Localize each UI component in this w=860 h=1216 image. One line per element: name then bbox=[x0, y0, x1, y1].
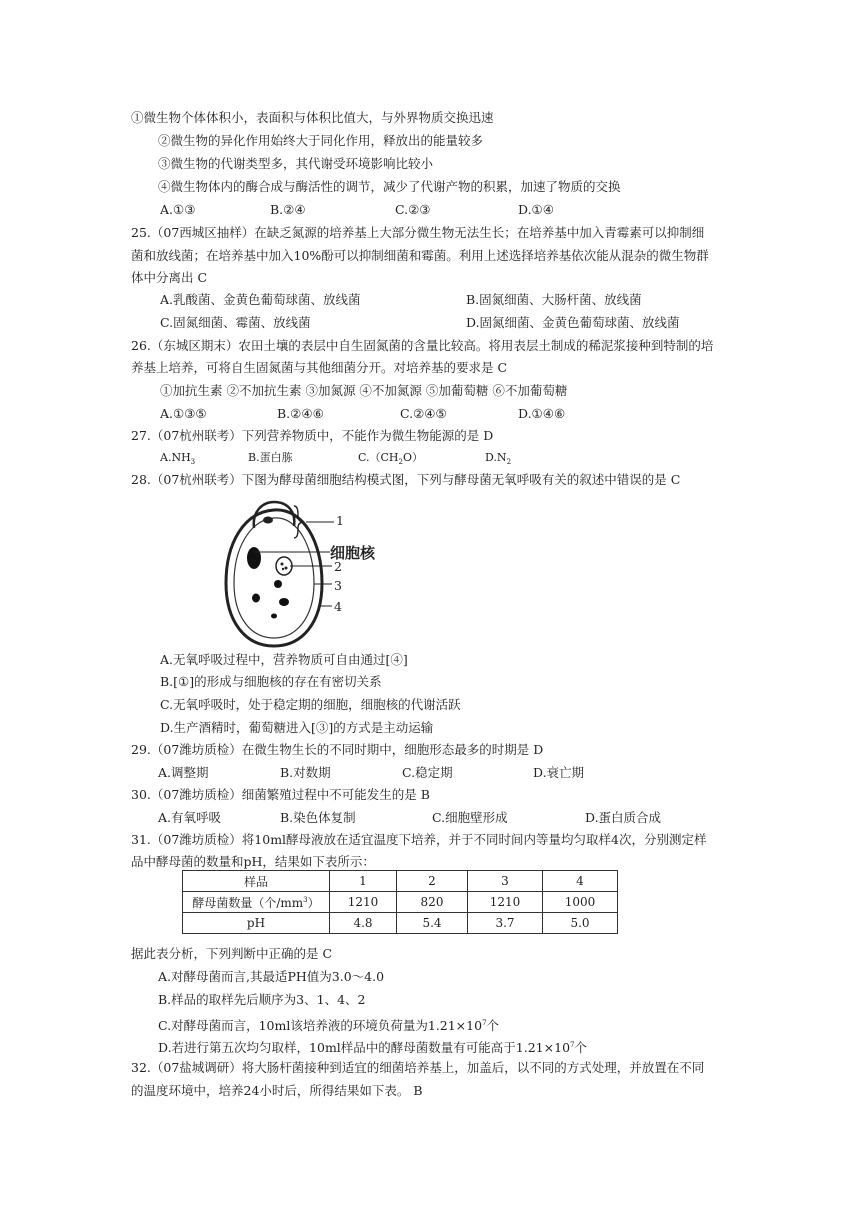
label-3: 3 bbox=[334, 578, 342, 593]
table-header-cell: 4 bbox=[543, 871, 618, 892]
table-cell: 1210 bbox=[468, 892, 543, 913]
q31-option-b: B.样品的取样先后顺序为3、1、4、2 bbox=[158, 992, 366, 1007]
q29-option-b: B.对数期 bbox=[280, 765, 331, 780]
q32-line2: 的温度环境中，培养24小时后，所得结果如下表。 B bbox=[131, 1083, 423, 1098]
table-row bbox=[183, 913, 618, 934]
q26-line2: 养基上培养，可将自生固氮菌与其他细菌分开。对培养基的要求是 C bbox=[131, 360, 508, 375]
table-cell: 1000 bbox=[543, 892, 618, 913]
q29-option-c: C.稳定期 bbox=[402, 765, 453, 780]
option-c: C.②③ bbox=[395, 202, 431, 217]
q26-option-c: C.②④⑤ bbox=[400, 406, 447, 421]
q25-line3: 体中分离出 C bbox=[131, 270, 208, 285]
q30-line1: 30.（07潍坊质检）细菌繁殖过程中不可能发生的是 B bbox=[131, 787, 430, 802]
q26-option-b: B.②④⑥ bbox=[277, 406, 324, 421]
q25-option-b: B.固氮细菌、大肠杆菌、放线菌 bbox=[466, 292, 642, 307]
table-cell: 3.7 bbox=[468, 913, 543, 934]
q30-option-b: B.染色体复制 bbox=[280, 810, 356, 825]
label-1: 1 bbox=[336, 513, 344, 528]
option-a: A.①③ bbox=[160, 202, 196, 217]
table-header-row bbox=[183, 871, 618, 892]
q31-option-c: C.对酵母菌而言，10ml该培养液的环境负荷量为$1.21\times 10^7$个 bbox=[158, 1018, 500, 1034]
table-cell: 820 bbox=[397, 892, 468, 913]
table-header-cell: 1 bbox=[330, 871, 397, 892]
q27-option-a: $A.NH_3$ bbox=[160, 451, 196, 467]
q26-option-d: D.①④⑥ bbox=[518, 406, 566, 421]
q31-line1: 31.（07潍坊质检）将10ml酵母液放在适宜温度下培养，并于不同时间内等量均匀取样4次，分别测定样 bbox=[131, 832, 707, 847]
table-cell: 5.4 bbox=[397, 913, 468, 934]
q31-line3: 据此表分析，下列判断中正确的是 C bbox=[131, 946, 333, 961]
statement-2: ②微生物的异化作用始终大于同化作用，释放出的能量较多 bbox=[158, 133, 484, 148]
statement-3: ③微生物的代谢类型多，其代谢受环境影响比较小 bbox=[158, 156, 434, 171]
q27-line1: 27.（07杭州联考）下列营养物质中，不能作为微生物能源的是 D bbox=[131, 428, 494, 443]
q31-line2: 品中酵母菌的数量和pH，结果如下表所示： bbox=[131, 854, 375, 869]
yeast-data-table bbox=[182, 870, 618, 934]
q28-option-d: D.生产酒精时，葡萄糖进入[③]的方式是主动运输 bbox=[160, 720, 434, 735]
table-header-cell: 样品 bbox=[183, 871, 330, 892]
label-nucleus: 细胞核 bbox=[330, 544, 376, 562]
table-cell: 1210 bbox=[330, 892, 397, 913]
q31-option-d: D.若进行第五次均匀取样，10ml样品中的酵母菌数量有可能高于$1.21\times 10^7$个 bbox=[158, 1040, 588, 1056]
q31-option-a: A.对酵母菌而言,其最适PH值为3.0～4.0 bbox=[158, 969, 385, 984]
q26-items: ①加抗生素 ②不加抗生素 ③加氮源 ④不加氮源 ⑤加葡萄糖 ⑥不加葡萄糖 bbox=[160, 383, 568, 398]
table-row-label: pH bbox=[183, 913, 330, 934]
table-header-cell: 2 bbox=[397, 871, 468, 892]
table-row-label: 酵母菌数量（个$/mm^3$） bbox=[183, 892, 330, 913]
q29-option-a: A.调整期 bbox=[158, 765, 209, 780]
table-row bbox=[183, 892, 618, 913]
q30-option-c: C.细胞壁形成 bbox=[432, 810, 508, 825]
q25-option-a: A.乳酸菌、金黄色葡萄球菌、放线菌 bbox=[160, 292, 361, 307]
q27-option-d: $D.N_2$ bbox=[485, 451, 512, 467]
q26-line1: 26.（东城区期末）农田土壤的表层中自生固氮菌的含量比较高。将用表层土制成的稀泥浆接种到特制的培 bbox=[131, 338, 714, 353]
q29-line1: 29.（07潍坊质检）在微生物生长的不同时期中，细胞形态最多的时期是 D bbox=[131, 742, 544, 757]
q28-option-a: A.无氧呼吸过程中，营养物质可自由通过[④] bbox=[160, 652, 408, 667]
label-4: 4 bbox=[334, 599, 342, 614]
statement-1: ①微生物个体体积小，表面积与体积比值大，与外界物质交换迅速 bbox=[131, 110, 494, 125]
q30-option-a: A.有氧呼吸 bbox=[158, 810, 222, 825]
table-header-cell: 3 bbox=[468, 871, 543, 892]
q27-option-b: B.蛋白胨 bbox=[248, 451, 293, 464]
label-2: 2 bbox=[334, 559, 342, 574]
q28-line1: 28.（07杭州联考）下图为酵母菌细胞结构模式图，下列与酵母菌无氧呼吸有关的叙述中错误的是 C bbox=[131, 472, 681, 487]
q25-option-c: C.固氮细菌、霉菌、放线菌 bbox=[160, 315, 311, 330]
q27-option-c: $C.(CH_2O)$ bbox=[358, 451, 424, 467]
yeast-cell-drawing bbox=[222, 498, 346, 658]
q32-line1: 32.（07盐城调研）将大肠杆菌接种到适宜的细菌培养基上，加盖后，以不同的方式处理，并放置在不同 bbox=[131, 1060, 705, 1075]
q29-option-d: D.衰亡期 bbox=[533, 765, 585, 780]
q28-option-c: C.无氧呼吸时，处于稳定期的细胞，细胞核的代谢活跃 bbox=[160, 697, 461, 712]
option-d: D.①④ bbox=[518, 202, 554, 217]
q25-line2: 菌和放线菌；在培养基中加入10%酚可以抑制细菌和霉菌。利用上述选择培养基依次能从混杂的微生物群 bbox=[131, 248, 709, 263]
q25-option-d: D.固氮细菌、金黄色葡萄球菌、放线菌 bbox=[466, 315, 680, 330]
q26-option-a: A.①③⑤ bbox=[160, 406, 207, 421]
table-cell: 4.8 bbox=[330, 913, 397, 934]
q25-line1: 25.（07西城区抽样）在缺乏氮源的培养基上大部分微生物无法生长；在培养基中加入青霉素可以抑制细 bbox=[131, 225, 705, 240]
statement-4: ④微生物体内的酶合成与酶活性的调节，减少了代谢产物的积累，加速了物质的交换 bbox=[158, 179, 621, 194]
q28-option-b: B.[①]的形成与细胞核的存在有密切关系 bbox=[160, 674, 382, 689]
option-b: B.②④ bbox=[270, 202, 306, 217]
q30-option-d: D.蛋白质合成 bbox=[585, 810, 662, 825]
table-cell: 5.0 bbox=[543, 913, 618, 934]
